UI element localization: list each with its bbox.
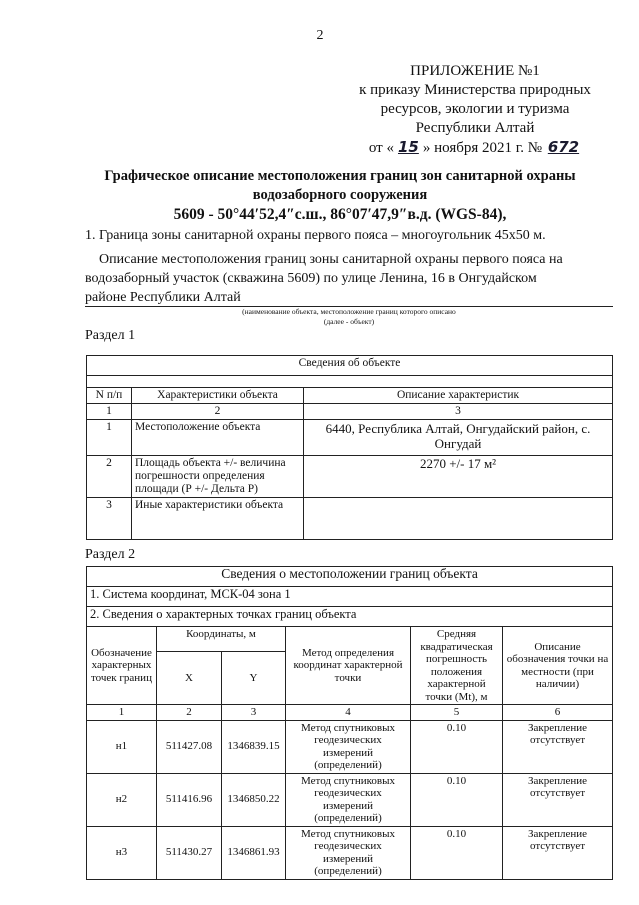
appendix-title: ПРИЛОЖЕНИЕ №1 — [410, 63, 540, 79]
point-x: 511427.08 — [157, 720, 222, 773]
appendix-line3: Республики Алтай — [415, 120, 535, 136]
point-name: н1 — [87, 720, 157, 773]
numbering-cell: 5 — [411, 705, 503, 721]
caption-spacer — [87, 376, 613, 388]
boundary-points-table — [86, 566, 613, 880]
row-value: 6440, Республика Алтай, Онгудайский район, с. Онгудай — [304, 420, 613, 456]
table-row — [87, 456, 613, 498]
appendix-date-line — [330, 138, 620, 158]
header-point-designation: Обозначение характерных точек границ — [87, 627, 157, 705]
date-day-handwritten: 15 — [397, 138, 419, 156]
point-error: 0.10 — [411, 773, 503, 826]
note-line2: (далее - объект) — [323, 317, 375, 326]
row-number: 3 — [87, 498, 132, 540]
header-marker: Описание обозначения точки на местности (при наличии) — [503, 627, 613, 705]
header-error: Средняя квадратическая погрешность положения характерной точки (Mt), м — [411, 627, 503, 705]
coordinate-system: 1. Система координат, МСК-04 зона 1 — [87, 587, 613, 607]
header-coordinates: Координаты, м — [157, 627, 286, 652]
row-number: 1 — [87, 420, 132, 456]
point-marker: Закрепление отсутствует — [503, 826, 613, 879]
header-description: Описание характеристик — [304, 388, 613, 404]
numbering-cell: 4 — [286, 705, 411, 721]
header-number: N п/п — [87, 388, 132, 404]
point-method: Метод спутниковых геодезических измерений (определений) — [286, 720, 411, 773]
row-characteristic: Иные характеристики объекта — [132, 498, 304, 540]
object-description — [85, 250, 615, 307]
header-y: Y — [222, 652, 286, 705]
title-line1: Графическое описание местоположения границ зон санитарной охраны — [104, 168, 576, 184]
title-line2: водозаборного сооружения — [252, 187, 428, 203]
point-error: 0.10 — [411, 720, 503, 773]
header-x: X — [157, 652, 222, 705]
point-y: 1346861.93 — [222, 826, 286, 879]
section1-caption: Сведения об объекте — [87, 356, 613, 376]
point-x: 511416.96 — [157, 773, 222, 826]
numbering-cell: 1 — [87, 705, 157, 721]
numbering-cell: 3 — [222, 705, 286, 721]
description-line1: Описание местоположения границ зоны санитарной охраны первого пояса на — [99, 252, 563, 267]
points-caption: 2. Сведения о характерных точках границ объекта — [87, 607, 613, 627]
table-row — [87, 826, 613, 879]
page-number: 2 — [316, 28, 324, 43]
numbering-cell: 2 — [132, 404, 304, 420]
point-error: 0.10 — [411, 826, 503, 879]
description-line3: районе Республики Алтай — [85, 290, 241, 305]
point-name: н2 — [87, 773, 157, 826]
section2-caption: Сведения о местоположении границ объекта — [87, 567, 613, 587]
table-row — [87, 773, 613, 826]
point-name: н3 — [87, 826, 157, 879]
point-marker: Закрепление отсутствует — [503, 720, 613, 773]
table-row — [87, 420, 613, 456]
point-x: 511430.27 — [157, 826, 222, 879]
appendix-line1: к приказу Министерства природных — [359, 82, 591, 98]
point-method: Метод спутниковых геодезических измерений (определений) — [286, 773, 411, 826]
document-title — [40, 167, 639, 224]
description-note — [85, 307, 613, 327]
header-characteristic: Характеристики объекта — [132, 388, 304, 404]
order-number-handwritten: 672 — [547, 138, 580, 156]
section1-label: Раздел 1 — [85, 328, 136, 343]
date-prefix: от « — [368, 140, 394, 156]
row-characteristic: Местоположение объекта — [132, 420, 304, 456]
row-number: 2 — [87, 456, 132, 498]
description-line2: водозаборный участок (скважина 5609) по улице Ленина, 16 в Онгудайском — [85, 271, 537, 286]
numbering-cell: 1 — [87, 404, 132, 420]
row-characteristic: Площадь объекта +/- величина погрешности определения площади (Р +/- Дельта Р) — [132, 456, 304, 498]
date-mid: » ноября 2021 г. № — [422, 140, 543, 156]
row-value: 2270 +/- 17 м² — [304, 456, 613, 498]
row-value — [304, 498, 613, 540]
object-info-table — [86, 355, 613, 540]
title-line3: 5609 - 50°44′52,4″с.ш., 86°07′47,9″в.д. (WGS-84), — [173, 206, 507, 223]
table-row — [87, 498, 613, 540]
boundary-item-1: 1. Граница зоны санитарной охраны первого пояса – многоугольник 45х50 м. — [85, 228, 546, 243]
numbering-cell: 3 — [304, 404, 613, 420]
numbering-cell: 6 — [503, 705, 613, 721]
header-method: Метод определения координат характерной точки — [286, 627, 411, 705]
table-row — [87, 720, 613, 773]
appendix-line2: ресурсов, экологии и туризма — [380, 101, 570, 117]
section2-label: Раздел 2 — [85, 547, 136, 562]
note-line1: (наименование объекта, местоположение границ которого описано — [242, 307, 456, 316]
point-marker: Закрепление отсутствует — [503, 773, 613, 826]
point-method: Метод спутниковых геодезических измерений (определений) — [286, 826, 411, 879]
point-y: 1346839.15 — [222, 720, 286, 773]
appendix-header — [330, 62, 620, 158]
point-y: 1346850.22 — [222, 773, 286, 826]
numbering-cell: 2 — [157, 705, 222, 721]
